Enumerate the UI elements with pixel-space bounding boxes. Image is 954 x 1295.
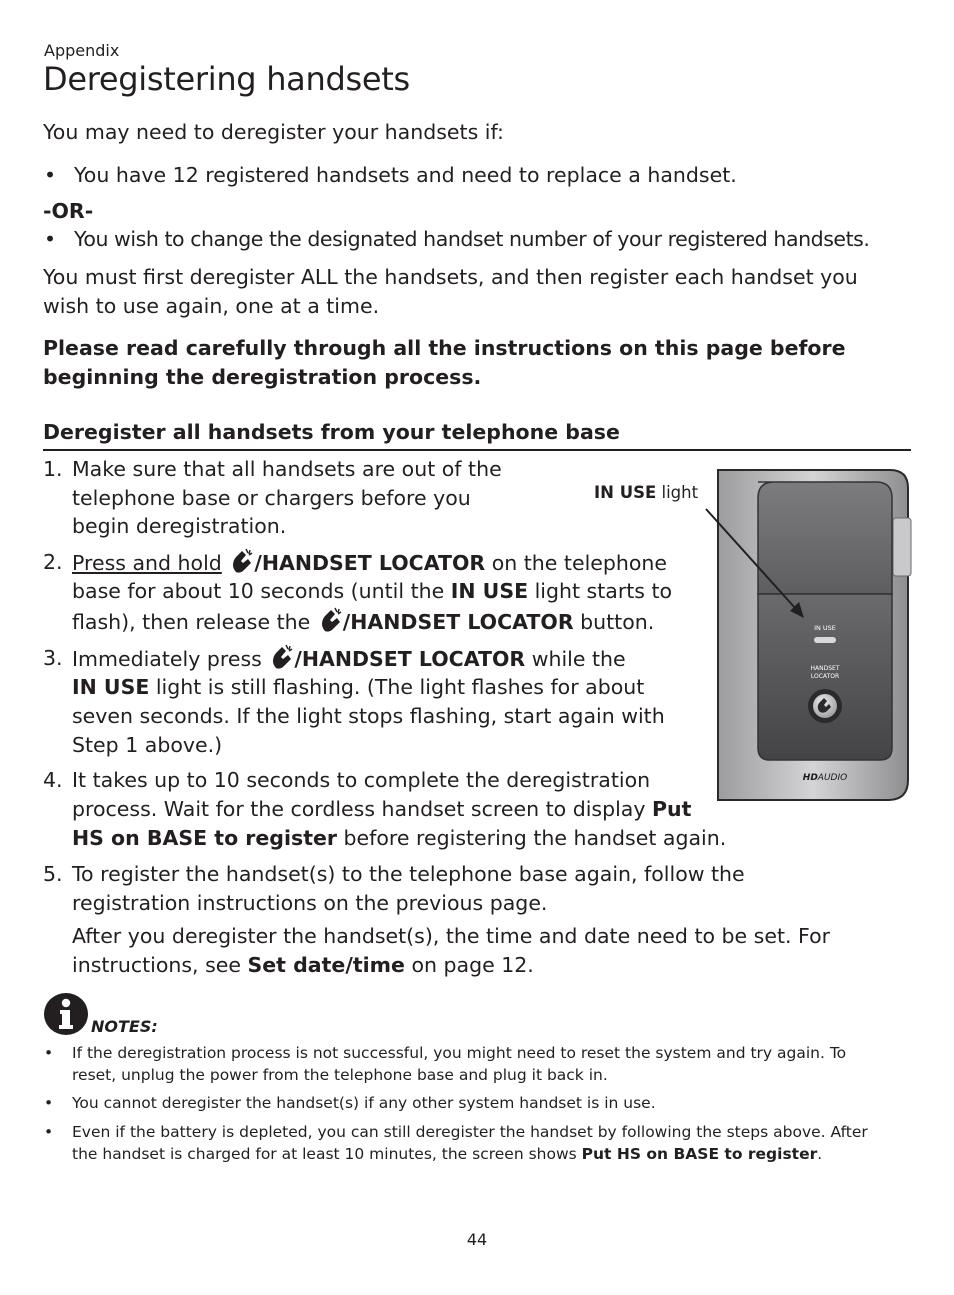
step-2-line-2 — [72, 577, 672, 606]
step-number: 5. — [43, 862, 63, 886]
intro-bullet-1: You have 12 registered handsets and need to replace a handset. — [74, 163, 737, 187]
callout-text: light — [656, 483, 699, 502]
step-4-line-2 — [72, 795, 691, 824]
deregister-all-text-line-2: wish to use again, one at a time. — [43, 294, 380, 318]
deregister-all-text-line-1: You must first deregister ALL the handsets, and then register each handset you — [43, 265, 858, 289]
press-and-hold-text: Press and hold — [72, 551, 222, 575]
note-bullet: • — [44, 1044, 54, 1062]
step-4-line-1: It takes up to 10 seconds to complete the deregistration — [72, 768, 651, 792]
step-1-line-1: Make sure that all handsets are out of the — [72, 457, 502, 481]
intro-lead: You may need to deregister your handsets if: — [43, 120, 504, 144]
step-number: 1. — [43, 457, 63, 481]
handset-locator-label: /HANDSET LOCATOR — [342, 610, 574, 634]
in-use-light — [814, 637, 836, 643]
step-3-line-2 — [72, 673, 644, 702]
handset-locator-key-icon — [317, 607, 343, 633]
step-3-line-4: Step 1 above.) — [72, 733, 223, 757]
note-3-line-2 — [72, 1143, 822, 1165]
step-4-line-3 — [72, 824, 726, 853]
bullet-dot: • — [44, 163, 57, 187]
in-use-label: IN USE — [450, 579, 529, 603]
step-5-line-2: registration instructions on the previous page. — [72, 891, 548, 915]
note-2: You cannot deregister the handset(s) if any other system handset is in use. — [72, 1094, 656, 1112]
note-bullet: • — [44, 1094, 54, 1112]
warning-line-2: beginning the deregistration process. — [43, 365, 482, 389]
hd-logo-bold: HD — [802, 773, 818, 783]
note-1-line-1: If the deregistration process is not successful, you might need to reset the system and try again. To — [72, 1044, 847, 1062]
screen-message-text: Put HS on BASE to register — [581, 1145, 818, 1163]
base-in-use-label: IN USE — [814, 624, 836, 632]
hd-audio-logo — [803, 773, 847, 783]
intro-bullet-2: You wish to change the designated handset number of your registered handsets. — [74, 227, 870, 251]
in-use-callout — [594, 483, 698, 502]
handset-locator-key-icon — [228, 548, 254, 574]
set-date-time-reference: Set date/time — [247, 953, 405, 977]
step-2-text: on the telephone — [485, 551, 668, 575]
subheading-rule — [43, 449, 911, 451]
step-3-text: while the — [525, 647, 626, 671]
in-use-label: IN USE — [72, 675, 150, 699]
step-5-line-4 — [72, 951, 534, 980]
note-3-text: the handset is charged for at least 10 minutes, the screen shows — [72, 1145, 582, 1163]
handset-locator-key-icon — [268, 644, 294, 670]
step-number: 3. — [43, 646, 63, 670]
step-3-text: light is still flashing. (The light flashes for about — [149, 675, 645, 699]
subheading: Deregister all handsets from your telephone base — [43, 420, 620, 444]
page-title: Deregistering handsets — [43, 60, 410, 98]
section-label: Appendix — [44, 41, 120, 60]
step-3-line-1 — [72, 644, 626, 674]
step-2-line-1 — [72, 548, 667, 578]
hd-logo-text: AUDIO — [817, 773, 848, 783]
step-1-line-3: begin deregistration. — [72, 514, 287, 538]
step-2-line-3 — [72, 607, 654, 637]
note-1-line-2: reset, unplug the power from the telephone base and plug it back in. — [72, 1066, 608, 1084]
handset-locator-label: /HANDSET LOCATOR — [254, 551, 486, 575]
page-number: 44 — [466, 1230, 488, 1249]
step-3-text: Immediately press — [72, 647, 269, 671]
screen-message-text: HS on BASE to register — [72, 826, 338, 850]
step-2-text: light starts to — [528, 579, 673, 603]
step-2-text: flash), then release the — [72, 610, 317, 634]
base-locator-label-1: HANDSET — [810, 665, 840, 672]
note-bullet: • — [44, 1123, 54, 1141]
step-2-text: base for about 10 seconds (until the — [72, 579, 451, 603]
step-1-line-2: telephone base or chargers before you — [72, 486, 471, 510]
step-4-text: before registering the handset again. — [337, 826, 727, 850]
warning-line-1: Please read carefully through all the instructions on this page before — [43, 336, 846, 360]
bullet-dot: • — [44, 227, 57, 251]
step-2-text: button. — [573, 610, 655, 634]
step-4-text: process. Wait for the cordless handset screen to display — [72, 797, 652, 821]
notes-title: NOTES: — [91, 1017, 158, 1036]
step-5-line-1: To register the handset(s) to the telephone base again, follow the — [72, 862, 745, 886]
note-3-line-1: Even if the battery is depleted, you can still deregister the handset by following the steps above. After — [72, 1123, 868, 1141]
screen-message-text: Put — [652, 797, 692, 821]
callout-arrow — [700, 505, 820, 625]
step-5-text: instructions, see — [72, 953, 248, 977]
note-3-text: . — [817, 1145, 823, 1163]
step-number: 4. — [43, 768, 63, 792]
step-5-line-3: After you deregister the handset(s), the time and date need to be set. For — [72, 924, 831, 948]
callout-bold: IN USE — [594, 483, 657, 502]
step-5-text: on page 12. — [404, 953, 534, 977]
base-locator-label-2: LOCATOR — [810, 673, 840, 680]
step-3-line-3: seven seconds. If the light stops flashing, start again with — [72, 704, 665, 728]
or-separator: -OR- — [43, 199, 94, 223]
handset-locator-label: /HANDSET LOCATOR — [294, 647, 526, 671]
step-number: 2. — [43, 550, 63, 574]
info-icon — [43, 992, 89, 1036]
